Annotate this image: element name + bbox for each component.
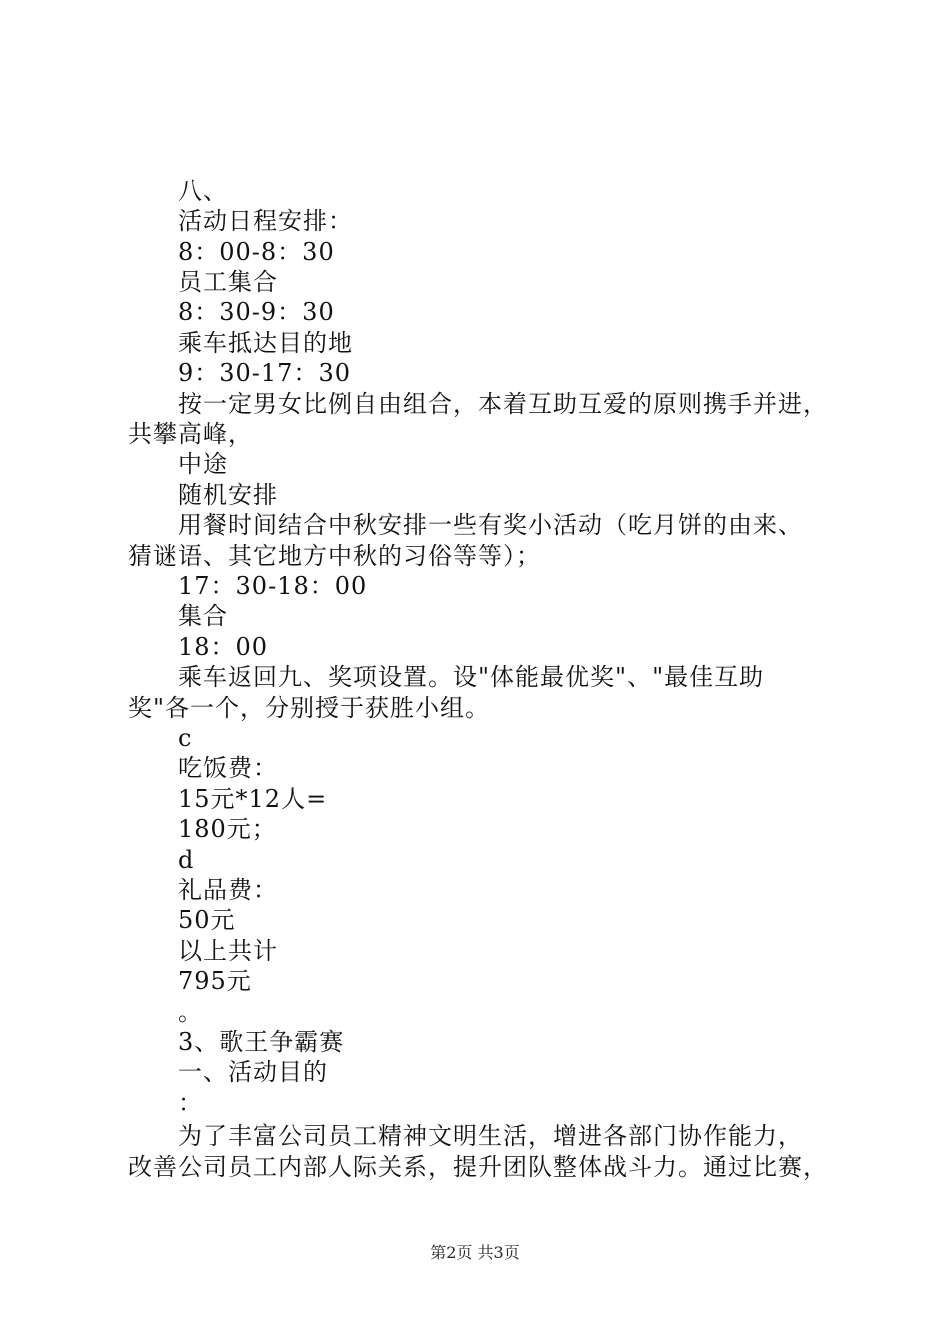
paragraph-line: 奖"各一个，分别授于获胜小组。	[128, 694, 491, 722]
list-marker: c	[178, 724, 193, 752]
paragraph-line: 用餐时间结合中秋安排一些有奖小活动（吃月饼的由来、	[178, 511, 803, 539]
cost-total-label: 以上共计	[178, 937, 278, 965]
schedule-time: 9：30-17：30	[178, 359, 351, 387]
schedule-time: 17：30-18：00	[178, 572, 368, 600]
schedule-item: 员工集合	[178, 268, 278, 296]
schedule-time: 8：00-8：30	[178, 238, 335, 266]
section-heading-eight: 八、	[178, 177, 228, 205]
paragraph-line: 乘车返回九、奖项设置。设"体能最优奖"、"最佳互助	[178, 663, 765, 691]
section-title: 3、歌王争霸赛	[178, 1028, 345, 1056]
schedule-item: 中途	[178, 450, 228, 478]
cost-total-value: 795元	[178, 967, 252, 995]
cost-value: 50元	[178, 906, 236, 934]
schedule-item: 随机安排	[178, 481, 278, 509]
cost-value: 180元；	[178, 815, 277, 843]
cost-value: 15元*12人=	[178, 785, 328, 813]
schedule-heading: 活动日程安排：	[178, 207, 353, 235]
schedule-time: 18：00	[178, 633, 269, 661]
paragraph-line: 猜谜语、其它地方中秋的习俗等等）；	[128, 542, 541, 570]
paragraph-line: 按一定男女比例自由组合，本着互助互爱的原则携手并进，	[178, 390, 828, 418]
schedule-time: 8：30-9：30	[178, 298, 335, 326]
paragraph-line: 为了丰富公司员工精神文明生活，增进各部门协作能力，	[178, 1122, 803, 1150]
paragraph-line: 共攀高峰，	[128, 420, 253, 448]
cost-item: 礼品费：	[178, 876, 278, 904]
subsection-heading: 一、活动目的	[178, 1058, 328, 1086]
paragraph-line: 改善公司员工内部人际关系，提升团队整体战斗力。通过比赛，	[128, 1153, 828, 1181]
punctuation-line: 。	[178, 998, 203, 1026]
schedule-item: 集合	[178, 602, 228, 630]
list-marker: d	[178, 846, 195, 874]
punctuation-line: ：	[178, 1089, 203, 1117]
page-footer: 第2页 共3页	[430, 1243, 520, 1262]
schedule-item: 乘车抵达目的地	[178, 329, 353, 357]
cost-item: 吃饭费：	[178, 754, 278, 782]
